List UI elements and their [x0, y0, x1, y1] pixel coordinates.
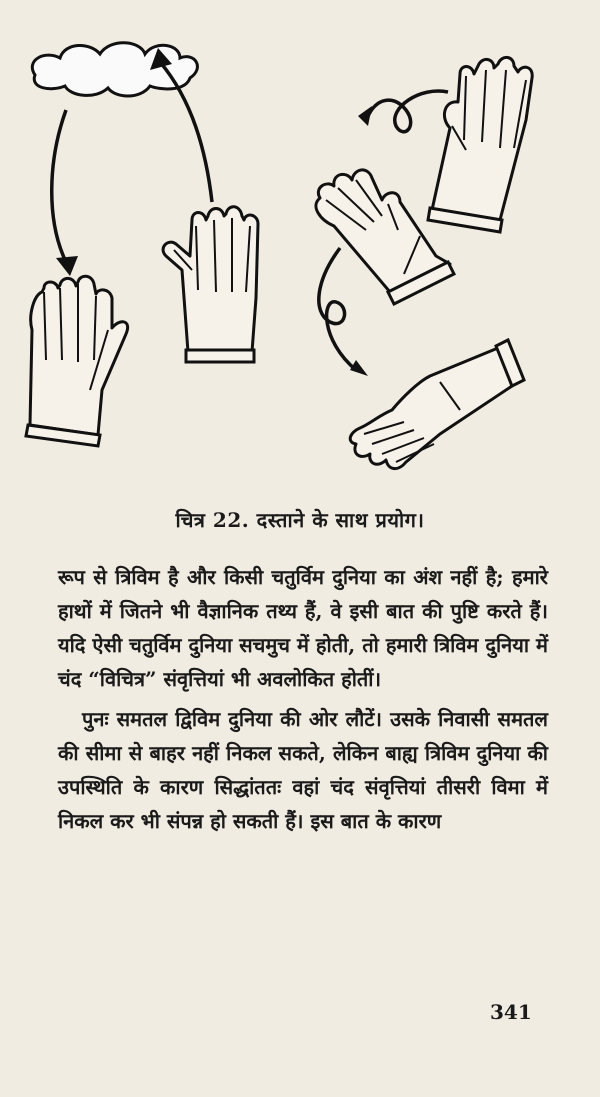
arrow-loop-top-right — [358, 91, 448, 132]
glove-middle-icon — [163, 207, 258, 362]
glove-left-icon — [26, 276, 128, 446]
page-number: 341 — [490, 1000, 532, 1024]
glove-bottom-right-icon — [350, 340, 524, 469]
cloud-icon — [32, 43, 197, 96]
arrow-loop-bottom — [319, 248, 368, 376]
glove-tilted-icon — [316, 170, 454, 304]
paragraph-2: पुनः समतल द्विविम दुनिया की ओर लौटें। उसके निवासी समतल की सीमा से बाहर नहीं निकल सकते, लेकिन बाह्य त्रिविम दुनिया की उपस्थिति के कारण सिद्धांततः वहां चंद संवृत्तियां तीसरी विमा में निकल कर भी संपन्न हो सकती हैं। इस बात के कारण — [58, 707, 548, 833]
arrow-cloud-to-left-glove — [52, 110, 78, 276]
paragraph-1: रूप से त्रिविम है और किसी चतुर्विम दुनिया का अंश नहीं है; हमारे हाथों में जितने भी वैज्ञानिक तथ्य हैं, वे इसी बात की पुष्टि करते हैं। यदि ऐसी चतुर्विम दुनिया सचमुच में होती, तो हमारी त्रिविम दुनिया में चंद “विचित्र” संवृत्तियां भी अवलोकित होतीं। — [58, 565, 548, 691]
body-text — [58, 560, 548, 838]
glove-experiment-illustration — [20, 30, 580, 480]
glove-top-right-icon — [428, 57, 532, 232]
figure-caption: चित्र 22. दस्ताने के साथ प्रयोग। — [175, 508, 425, 532]
